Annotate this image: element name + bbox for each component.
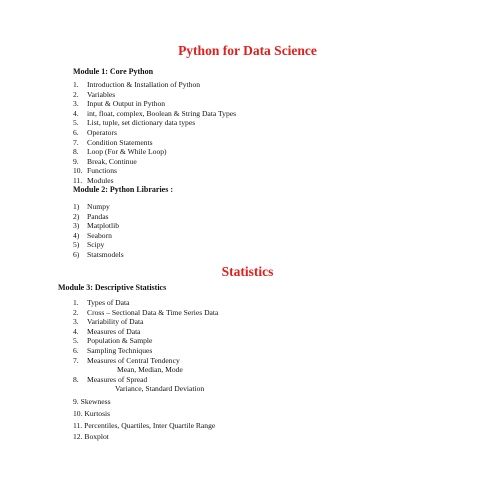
list-item: 4. int, float, complex, Boolean & String Data Types (73, 108, 237, 118)
list-item: 2. Variables (73, 89, 116, 99)
list-item: 10. Functions (73, 166, 117, 176)
list-item: 3) Matplotlib (73, 221, 120, 231)
list-item: 12. Boxplot (73, 432, 109, 442)
list-item: 11. Percentiles, Quartiles, Inter Quartile Range (73, 420, 216, 430)
list-item: 5. Population & Sample (73, 336, 153, 346)
list-item: 3. Variability of Data (73, 317, 144, 327)
module-1-list (73, 80, 236, 186)
list-item: 4) Seaborn (73, 230, 112, 240)
list-item: 8. Measures of Spread (73, 374, 148, 384)
central-tendency-subitems: Mean, Median, Mode (117, 365, 183, 375)
list-item: 1. Introduction & Installation of Python (73, 80, 201, 89)
list-item (73, 365, 218, 375)
module-3-heading: Module 3: Descriptive Statistics (58, 283, 167, 292)
python-title: Python for Data Science (178, 43, 317, 58)
list-item: 10. Kurtosis (73, 408, 111, 418)
module-3-extra-list (73, 396, 215, 443)
list-item: 1) Numpy (73, 202, 110, 211)
module-2-heading: Module 2: Python Libraries : (73, 185, 173, 194)
list-item: 3. Input & Output in Python (73, 99, 166, 109)
list-item: 9. Skewness (73, 397, 111, 406)
list-item: 5. List, tuple, set dictionary data types (73, 118, 196, 128)
list-item (73, 384, 218, 394)
list-item: 1. Types of Data (73, 298, 130, 307)
list-item: 9. Break, Continue (73, 156, 137, 166)
list-item: 7. Condition Statements (73, 137, 153, 147)
list-item: 2. Cross – Sectional Data & Time Series Data (73, 307, 219, 317)
statistics-title: Statistics (221, 264, 274, 279)
list-item: 2) Pandas (73, 211, 109, 221)
list-item: 11. Modules (73, 175, 114, 185)
module-2-list (73, 202, 124, 260)
module-3-list (73, 298, 218, 394)
list-item: 6. Operators (73, 127, 117, 137)
list-item: 6. Sampling Techniques (73, 345, 153, 355)
list-item: 8. Loop (For & While Loop) (73, 147, 167, 157)
list-item: 7. Measures of Central Tendency (73, 355, 180, 365)
list-item: 4. Measures of Data (73, 326, 141, 336)
module-1-heading: Module 1: Core Python (73, 67, 154, 76)
list-item: 5) Scipy (73, 240, 105, 250)
list-item: 6) Statsmodels (73, 249, 124, 259)
spread-subitems: Variance, Standard Deviation (115, 384, 205, 394)
